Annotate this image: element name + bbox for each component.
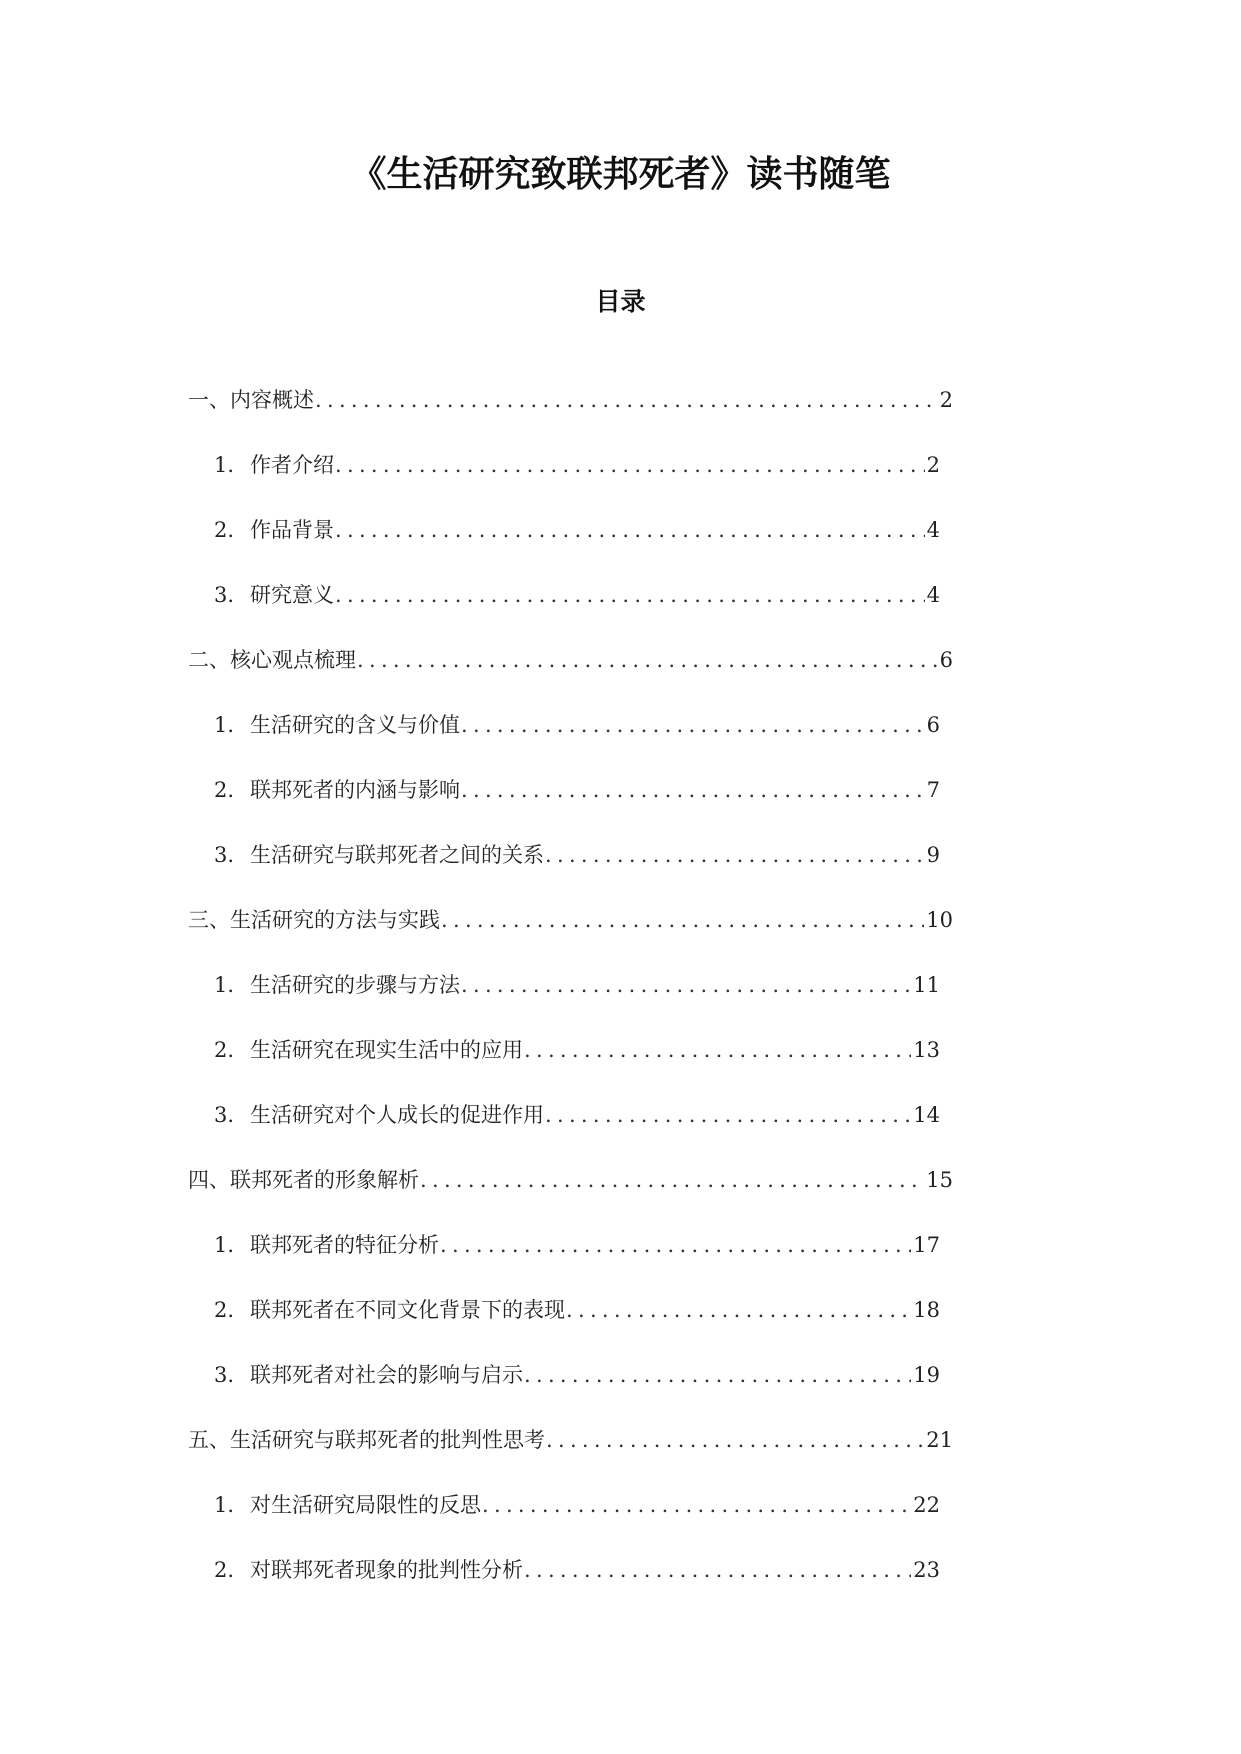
toc-dot-leader xyxy=(523,1360,911,1390)
table-of-contents xyxy=(0,385,1241,1620)
toc-dot-leader xyxy=(460,710,925,740)
toc-entry-number: 1. xyxy=(214,453,235,477)
toc-page-number: 23 xyxy=(913,1558,940,1582)
toc-entry-section-1[interactable] xyxy=(0,385,953,450)
toc-entry-1-1[interactable] xyxy=(0,450,940,515)
toc-entry-number: 2. xyxy=(214,1038,235,1062)
toc-entry-title: 生活研究的步骤与方法 xyxy=(250,973,460,997)
toc-entry-title: 生活研究与联邦死者之间的关系 xyxy=(250,843,544,867)
toc-page-number: 22 xyxy=(913,1493,940,1517)
toc-dot-leader xyxy=(334,515,925,545)
toc-entry-title: 联邦死者对社会的影响与启示 xyxy=(250,1363,523,1387)
toc-page-number: 17 xyxy=(913,1233,940,1257)
toc-entry-section-4[interactable] xyxy=(0,1165,953,1230)
toc-dot-leader xyxy=(544,1100,911,1130)
toc-page-number: 6 xyxy=(926,713,940,737)
toc-page-number: 4 xyxy=(926,518,940,542)
toc-entry-section-2[interactable] xyxy=(0,645,953,710)
toc-entry-number: 3. xyxy=(214,583,235,607)
toc-entry-section-5[interactable] xyxy=(0,1425,953,1490)
toc-entry-number: 2. xyxy=(214,1558,235,1582)
toc-entry-title: 二、核心观点梳理 xyxy=(188,648,356,672)
toc-entry-5-2[interactable] xyxy=(0,1555,940,1620)
toc-page-number: 19 xyxy=(913,1363,940,1387)
toc-heading: 目录 xyxy=(595,287,646,316)
toc-entry-1-3[interactable] xyxy=(0,580,940,645)
toc-dot-leader xyxy=(545,1425,924,1455)
toc-page-number: 6 xyxy=(939,648,953,672)
toc-page-number: 21 xyxy=(926,1428,953,1452)
toc-page-number: 2 xyxy=(926,453,940,477)
toc-entry-3-1[interactable] xyxy=(0,970,940,1035)
toc-page-number: 7 xyxy=(926,778,940,802)
toc-entry-number: 3. xyxy=(214,843,235,867)
toc-entry-number: 2. xyxy=(214,518,235,542)
toc-page-number: 15 xyxy=(926,1168,953,1192)
toc-entry-title: 一、内容概述 xyxy=(188,388,314,412)
toc-entry-title: 作者介绍 xyxy=(250,453,334,477)
toc-entry-title: 三、生活研究的方法与实践 xyxy=(188,908,440,932)
toc-entry-3-2[interactable] xyxy=(0,1035,940,1100)
toc-entry-4-3[interactable] xyxy=(0,1360,940,1425)
toc-entry-2-2[interactable] xyxy=(0,775,940,840)
toc-dot-leader xyxy=(439,1230,911,1260)
toc-entry-title: 联邦死者的特征分析 xyxy=(250,1233,439,1257)
toc-entry-section-3[interactable] xyxy=(0,905,953,970)
toc-dot-leader xyxy=(523,1035,911,1065)
toc-entry-title: 对联邦死者现象的批判性分析 xyxy=(250,1558,523,1582)
toc-entry-3-3[interactable] xyxy=(0,1100,940,1165)
toc-entry-title: 联邦死者的内涵与影响 xyxy=(250,778,460,802)
toc-dot-leader xyxy=(544,840,925,870)
toc-entry-title: 生活研究对个人成长的促进作用 xyxy=(250,1103,544,1127)
toc-entry-number: 3. xyxy=(214,1363,235,1387)
toc-entry-2-3[interactable] xyxy=(0,840,940,905)
toc-dot-leader xyxy=(419,1165,924,1195)
toc-page-number: 11 xyxy=(913,973,940,997)
toc-entry-2-1[interactable] xyxy=(0,710,940,775)
toc-entry-number: 1. xyxy=(214,1493,235,1517)
toc-entry-title: 对生活研究局限性的反思 xyxy=(250,1493,481,1517)
toc-entry-title: 生活研究的含义与价值 xyxy=(250,713,460,737)
toc-dot-leader xyxy=(334,450,925,480)
toc-entry-title: 四、联邦死者的形象解析 xyxy=(188,1168,419,1192)
toc-entry-title: 研究意义 xyxy=(250,583,334,607)
toc-entry-1-2[interactable] xyxy=(0,515,940,580)
toc-entry-number: 1. xyxy=(214,713,235,737)
toc-entry-number: 2. xyxy=(214,1298,235,1322)
toc-page-number: 18 xyxy=(913,1298,940,1322)
toc-page-number: 9 xyxy=(926,843,940,867)
document-title: 《生活研究致联邦死者》读书随笔 xyxy=(350,154,891,195)
toc-entry-number: 2. xyxy=(214,778,235,802)
toc-entry-title: 生活研究在现实生活中的应用 xyxy=(250,1038,523,1062)
toc-entry-number: 1. xyxy=(214,1233,235,1257)
toc-dot-leader xyxy=(356,645,938,675)
toc-dot-leader xyxy=(314,385,938,415)
toc-entry-title: 五、生活研究与联邦死者的批判性思考 xyxy=(188,1428,545,1452)
toc-entry-5-1[interactable] xyxy=(0,1490,940,1555)
toc-dot-leader xyxy=(460,775,925,805)
toc-page-number: 10 xyxy=(926,908,953,932)
toc-entry-title: 联邦死者在不同文化背景下的表现 xyxy=(250,1298,565,1322)
toc-entry-number: 3. xyxy=(214,1103,235,1127)
toc-dot-leader xyxy=(481,1490,911,1520)
toc-entry-number: 1. xyxy=(214,973,235,997)
toc-dot-leader xyxy=(440,905,924,935)
toc-page-number: 14 xyxy=(913,1103,940,1127)
toc-entry-4-1[interactable] xyxy=(0,1230,940,1295)
toc-page-number: 13 xyxy=(913,1038,940,1062)
toc-dot-leader xyxy=(334,580,925,610)
toc-page-number: 4 xyxy=(926,583,940,607)
toc-entry-4-2[interactable] xyxy=(0,1295,940,1360)
toc-page-number: 2 xyxy=(939,388,953,412)
toc-dot-leader xyxy=(565,1295,911,1325)
toc-entry-title: 作品背景 xyxy=(250,518,334,542)
toc-dot-leader xyxy=(523,1555,911,1585)
toc-dot-leader xyxy=(460,970,911,1000)
